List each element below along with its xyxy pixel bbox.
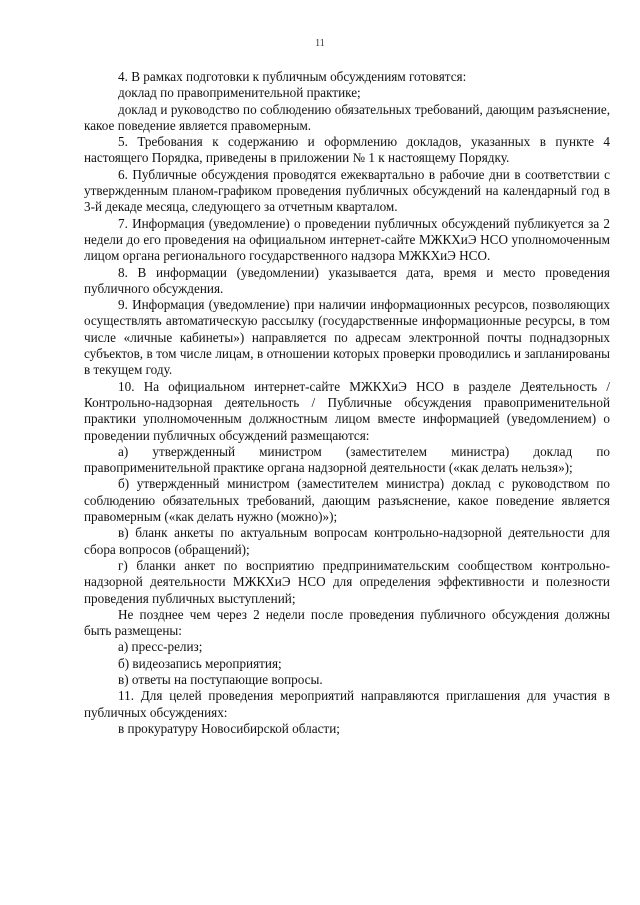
paragraph: Не позднее чем через 2 недели после проведения публичного обсуждения должны быть размещены: (84, 606, 610, 639)
paragraph: а) пресс-релиз; (118, 639, 203, 655)
paragraph: в) ответы на поступающие вопросы. (118, 671, 323, 687)
page-number: 11 (315, 38, 325, 49)
paragraph: доклад по правоприменительной практике; (118, 85, 361, 101)
document-body (84, 69, 610, 737)
paragraph: в прокуратуру Новосибирской области; (118, 720, 340, 736)
paragraph: в) бланк анкеты по актуальным вопросам контрольно-надзорной деятельности для сбора вопросов (обращений); (84, 525, 610, 557)
paragraph: б) утвержденный министром (заместителем министра) доклад с руководством по соблюдению обязательных требований, дающим разъяснение, какое поведение является правомерным («как делать нужно (можно)»); (84, 476, 610, 525)
paragraph: 9. Информация (уведомление) при наличии информационных ресурсов, позволяющих осуществлять автоматическую рассылку (государственные информационные ресурсы, в том числе «личные кабинеты») направляется по адресам электронной почты поднадзорных субъектов, в том числе лицам, в отношении которых проверки проводились и запланированы в текущем году. (84, 297, 610, 378)
paragraph: 4. В рамках подготовки к публичным обсуждениям готовятся: (118, 69, 467, 84)
paragraph: 7. Информация (уведомление) о проведении публичных обсуждений публикуется за 2 недели до его проведения на официальном интернет-сайте МЖКХиЭ НСО уполномоченным лицом органа регионального государственного надзора МЖКХиЭ НСО. (84, 215, 610, 264)
paragraph: 6. Публичные обсуждения проводятся ежеквартально в рабочие дни в соответствии с утвержденным планом-графиком проведения публичных обсуждений на календарный год в 3-й декаде месяца, следующего за отчетным кварталом. (84, 166, 610, 215)
paragraph: г) бланки анкет по восприятию предпринимательским сообществом контрольно-надзорной деятельности МЖКХиЭ НСО для определения эффективности и полезности проведения публичных выступлений; (84, 557, 610, 606)
paragraph: б) видеозапись мероприятия; (118, 655, 282, 671)
paragraph: 10. На официальном интернет-сайте МЖКХиЭ НСО в разделе Деятельность / Контрольно-надзорная деятельность / Публичные обсуждения правоприменительной практики уполномоченным должностным лицом вместе информацией (уведомлением) о проведении публичных обсуждений размещаются: (84, 378, 610, 443)
paragraph: 11. Для целей проведения мероприятий направляются приглашения для участия в публичных обсуждениях: (84, 688, 610, 720)
paragraph: доклад и руководство по соблюдению обязательных требований, дающим разъяснение, какое поведение является правомерным. (84, 101, 610, 133)
paragraph: а) утвержденный министром (заместителем министра) доклад по правоприменительной практике органа надзорной деятельности («как делать нельзя»); (84, 443, 610, 476)
paragraph: 5. Требования к содержанию и оформлению докладов, указанных в пункте 4 настоящего Порядка, приведены в приложении № 1 к настоящему Порядку. (84, 134, 610, 166)
paragraph: 8. В информации (уведомлении) указывается дата, время и место проведения публичного обсуждения. (84, 264, 610, 296)
